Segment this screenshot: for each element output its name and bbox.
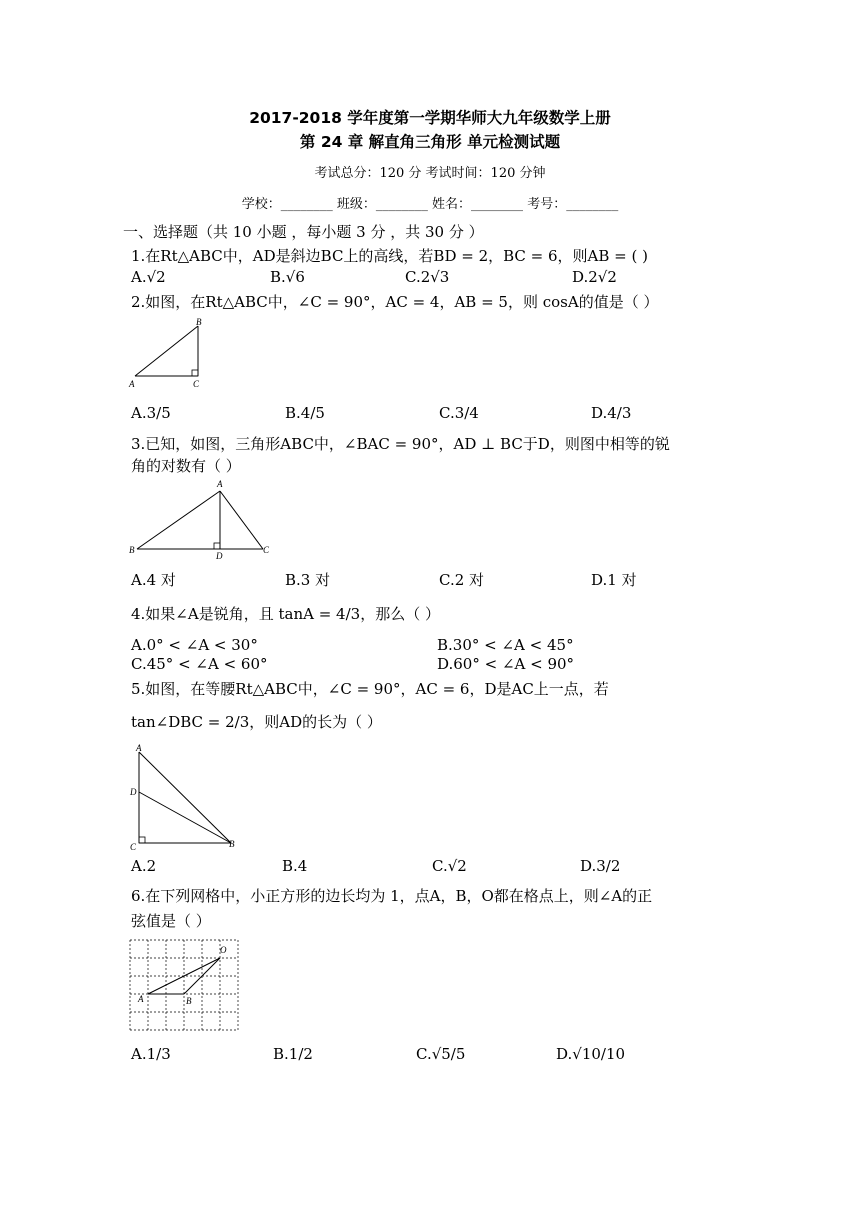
question-6-stem-line2: 弦值是（ ） bbox=[131, 912, 211, 930]
svg-text:A: A bbox=[138, 994, 144, 1004]
q1-option-a: A.√2 bbox=[131, 268, 166, 286]
svg-text:B: B bbox=[229, 839, 235, 849]
q5-option-d: D.3/2 bbox=[580, 857, 621, 875]
q4-option-b: B.30° < ∠A < 45° bbox=[437, 636, 574, 654]
question-3-stem-line2: 角的对数有（ ） bbox=[131, 457, 241, 475]
q6-option-b: B.1/2 bbox=[273, 1045, 313, 1063]
q5-option-c: C.√2 bbox=[432, 857, 467, 875]
q3-option-a: A.4 对 bbox=[131, 571, 176, 589]
q4-option-c: C.45° < ∠A < 60° bbox=[131, 655, 268, 673]
svg-text:O: O bbox=[220, 945, 227, 955]
q4-option-d: D.60° < ∠A < 90° bbox=[437, 655, 575, 673]
svg-text:D: D bbox=[216, 551, 223, 561]
exam-title-line1: 2017-2018 学年度第一学期华师大九年级数学上册 bbox=[249, 109, 611, 127]
svg-text:C: C bbox=[193, 379, 200, 389]
q5-triangle-figure bbox=[125, 740, 245, 852]
q2-option-d: D.4/3 bbox=[591, 404, 632, 422]
q1-option-c: C.2√3 bbox=[405, 268, 450, 286]
q6-option-d: D.√10/10 bbox=[556, 1045, 626, 1063]
q2-option-b: B.4/5 bbox=[285, 404, 325, 422]
q2-option-c: C.3/4 bbox=[439, 404, 479, 422]
question-1-stem: 1.在Rt△ABC中，AD是斜边BC上的高线，若BD = 2，BC = 6，则AB = ( ) bbox=[131, 247, 648, 265]
q1-option-b: B.√6 bbox=[270, 268, 305, 286]
q6-option-a: A.1/3 bbox=[131, 1045, 171, 1063]
q1-option-d: D.2√2 bbox=[572, 268, 617, 286]
q3-triangle-figure bbox=[125, 477, 275, 563]
exam-info: 考试总分：120 分 考试时间：120 分钟 bbox=[314, 166, 546, 181]
q4-option-a: A.0° < ∠A < 30° bbox=[131, 636, 258, 654]
q3-option-c: C.2 对 bbox=[439, 571, 485, 589]
question-4-stem: 4.如果∠A是锐角，且 tanA = 4/3，那么（ ） bbox=[131, 605, 440, 623]
q3-option-d: D.1 对 bbox=[591, 571, 637, 589]
section-heading: 一、选择题（共 10 小题 ，每小题 3 分 ，共 30 分 ） bbox=[123, 223, 484, 241]
question-6-stem-line1: 6.在下列网格中，小正方形的边长均为 1，点A，B，O都在格点上，则∠A的正 bbox=[131, 887, 653, 905]
student-info: 学校：________ 班级：________ 姓名：________ 考号：________ bbox=[241, 197, 619, 212]
question-3-stem-line1: 3.已知，如图，三角形ABC中，∠BAC = 90°，AD ⊥ BC于D，则图中相等的锐 bbox=[131, 435, 670, 453]
question-5-stem-line2: tan∠DBC = 2/3，则AD的长为（ ） bbox=[131, 713, 382, 731]
svg-text:C: C bbox=[130, 842, 137, 852]
q5-option-a: A.2 bbox=[131, 857, 157, 875]
q3-option-b: B.3 对 bbox=[285, 571, 331, 589]
q5-option-b: B.4 bbox=[282, 857, 308, 875]
svg-text:A: A bbox=[136, 743, 142, 753]
svg-text:A: A bbox=[129, 379, 135, 389]
question-2-stem: 2.如图，在Rt△ABC中，∠C = 90°，AC = 4，AB = 5，则 cosA的值是（ ） bbox=[131, 293, 659, 311]
exam-title-line2: 第 24 章 解直角三角形 单元检测试题 bbox=[299, 133, 561, 151]
svg-text:C: C bbox=[263, 545, 270, 555]
svg-text:B: B bbox=[129, 545, 135, 555]
svg-text:B: B bbox=[186, 996, 192, 1006]
q2-option-a: A.3/5 bbox=[131, 404, 171, 422]
q2-triangle-figure bbox=[125, 316, 215, 392]
q6-option-c: C.√5/5 bbox=[416, 1045, 466, 1063]
svg-text:A: A bbox=[217, 479, 223, 489]
svg-text:B: B bbox=[196, 317, 202, 327]
q6-grid-figure bbox=[126, 936, 242, 1034]
svg-text:D: D bbox=[130, 787, 137, 797]
question-5-stem-line1: 5.如图，在等腰Rt△ABC中，∠C = 90°，AC = 6，D是AC上一点，若 bbox=[131, 680, 609, 698]
